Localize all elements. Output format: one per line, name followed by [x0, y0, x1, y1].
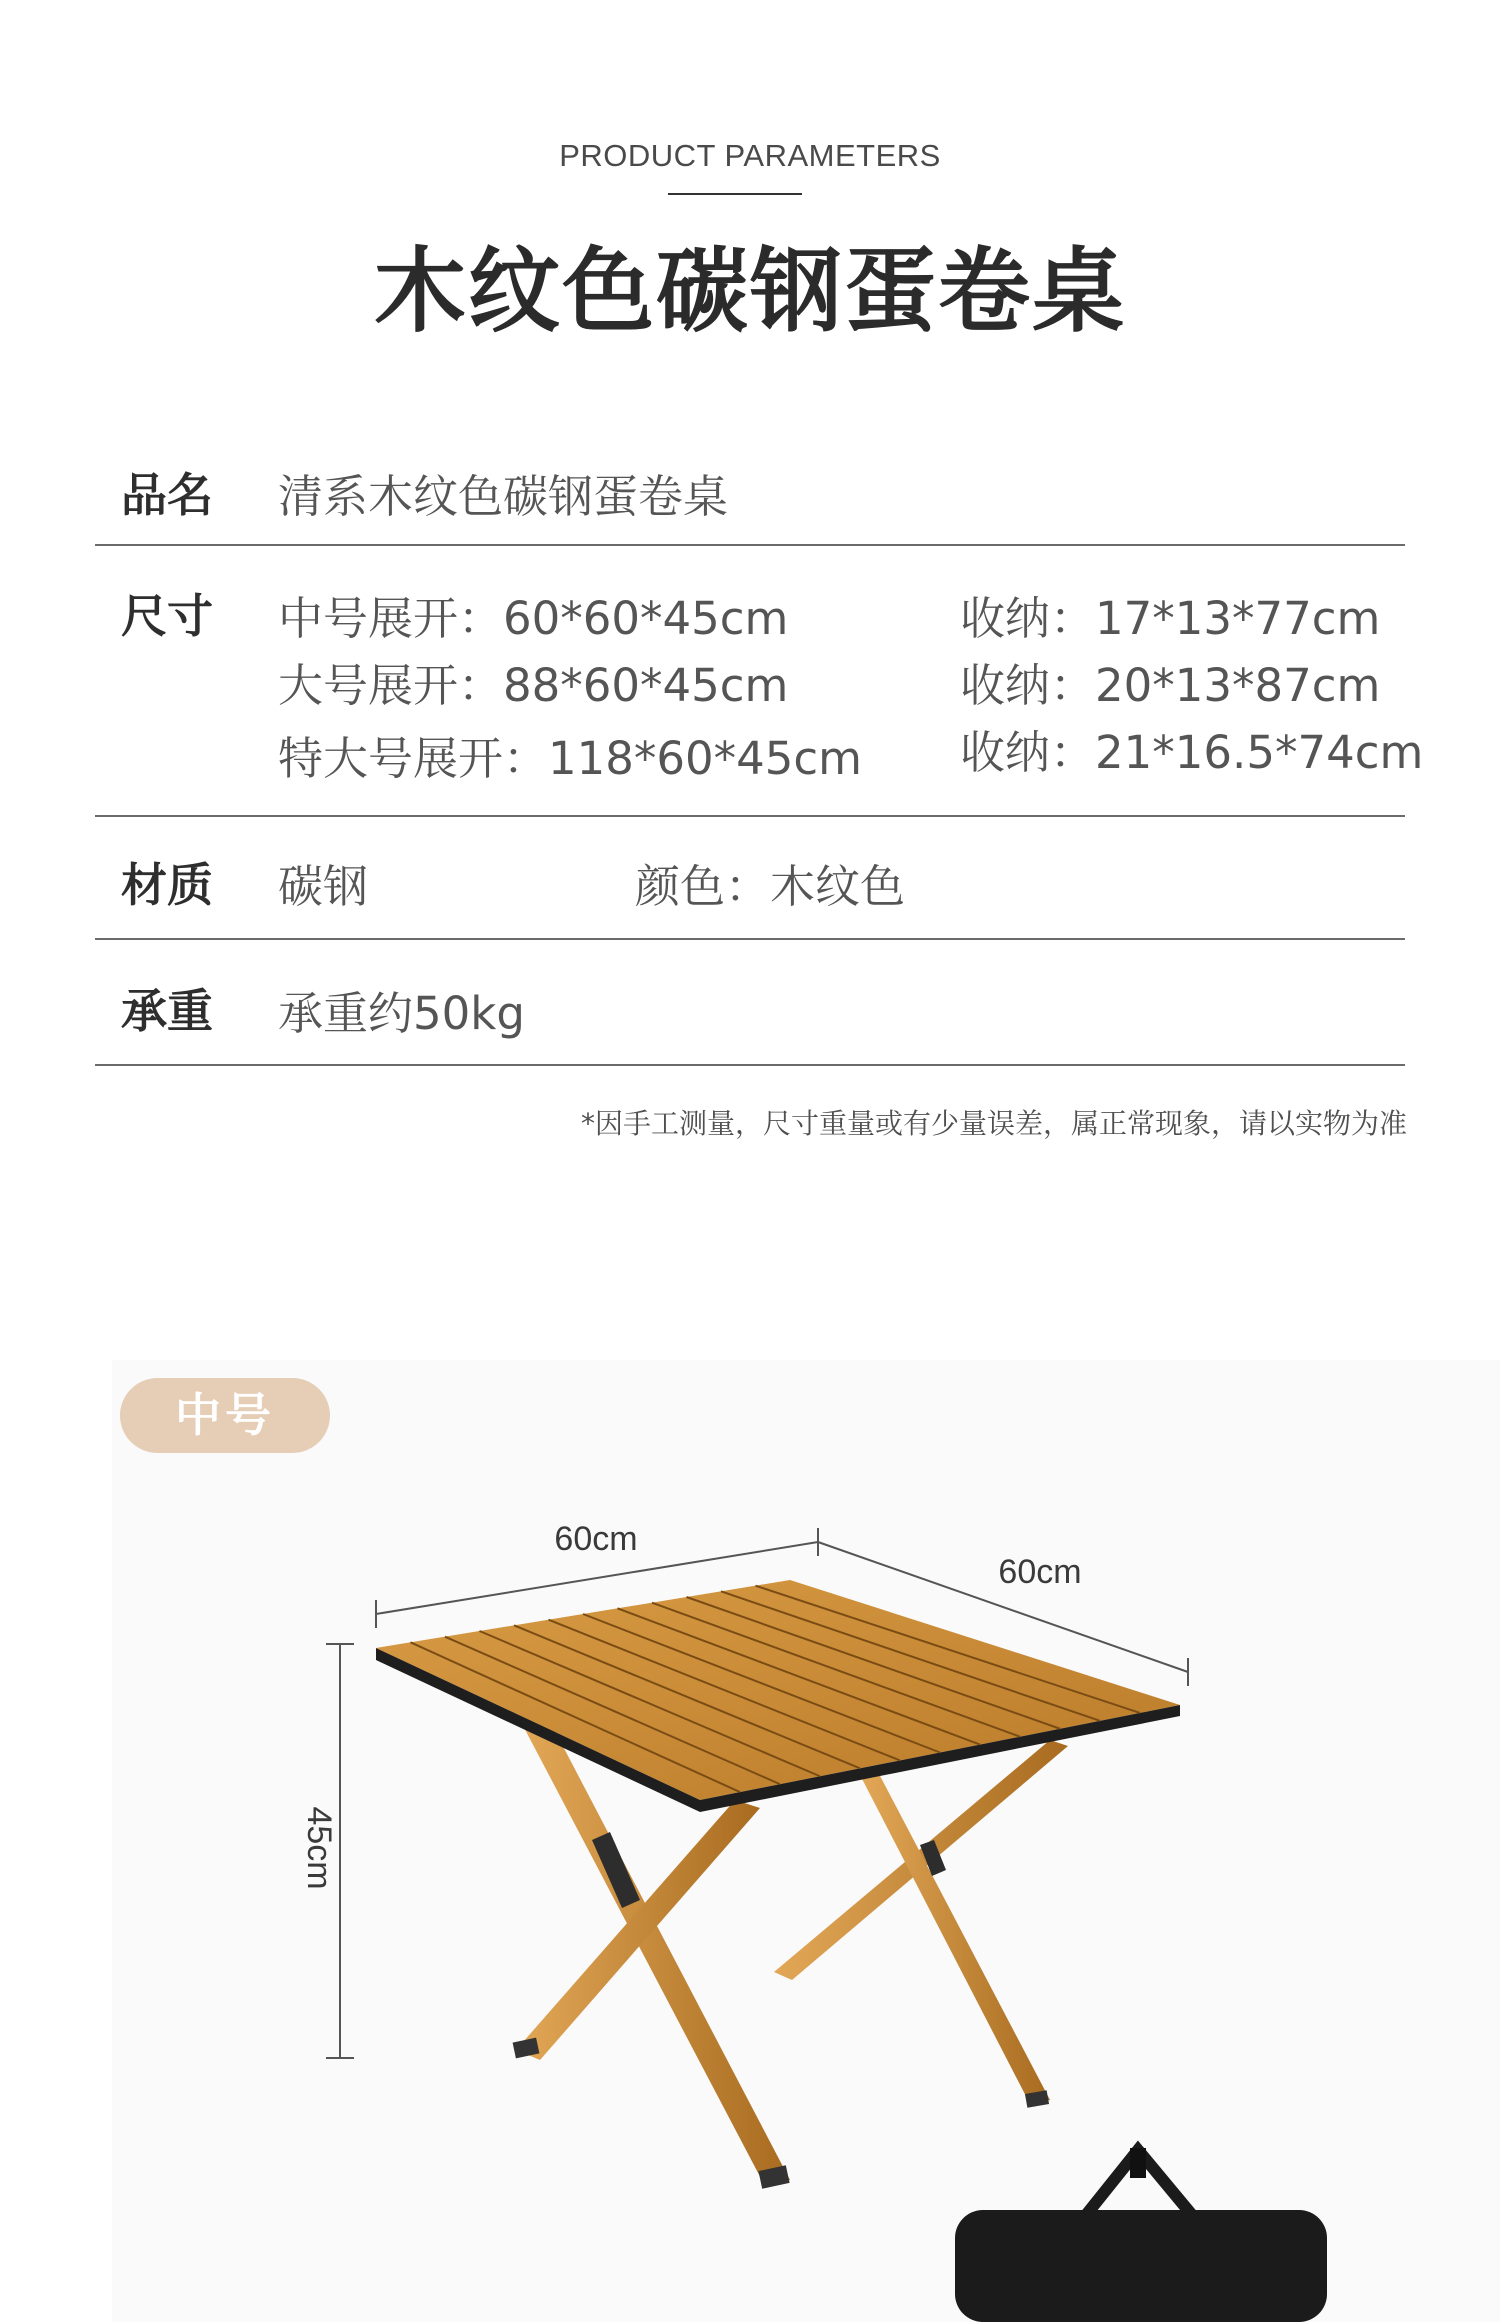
size-unfold-medium: 中号展开：60*60*45cm — [278, 592, 789, 645]
width-label: 60cm — [554, 1520, 638, 1558]
carry-bag — [955, 2148, 1327, 2322]
page-title: 木纹色碳钢蛋卷桌 — [373, 238, 1126, 345]
size-tag-badge: 中号 — [120, 1378, 330, 1453]
spec-label-load: 承重 — [121, 984, 213, 1038]
depth-label: 60cm — [998, 1553, 1082, 1591]
size-fold-large: 收纳：20*13*87cm — [960, 659, 1381, 712]
measurement-disclaimer: *因手工测量，尺寸重量或有少量误差，属正常现象，请以实物为准 — [580, 1107, 1407, 1140]
spec-label-material: 材质 — [121, 858, 213, 912]
spec-value-color: 颜色：木纹色 — [635, 860, 906, 913]
size-fold-medium: 收纳：17*13*77cm — [960, 592, 1381, 645]
section-subtitle: PRODUCT PARAMETERS — [559, 138, 941, 173]
spec-value-material: 碳钢 — [278, 860, 369, 913]
spec-label-size: 尺寸 — [121, 589, 213, 643]
size-unfold-xlarge: 特大号展开：118*60*45cm — [278, 732, 862, 785]
size-fold-xlarge: 收纳：21*16.5*74cm — [960, 726, 1424, 779]
size-unfold-large: 大号展开：88*60*45cm — [278, 659, 789, 712]
spec-value-name: 清系木纹色碳钢蛋卷桌 — [278, 470, 729, 523]
spec-value-load: 承重约50kg — [278, 987, 525, 1040]
tabletop — [376, 1580, 1180, 1812]
spec-label-name: 品名 — [121, 468, 213, 522]
table-back-legs — [774, 1740, 1068, 2108]
height-label: 45cm — [300, 1806, 338, 1890]
